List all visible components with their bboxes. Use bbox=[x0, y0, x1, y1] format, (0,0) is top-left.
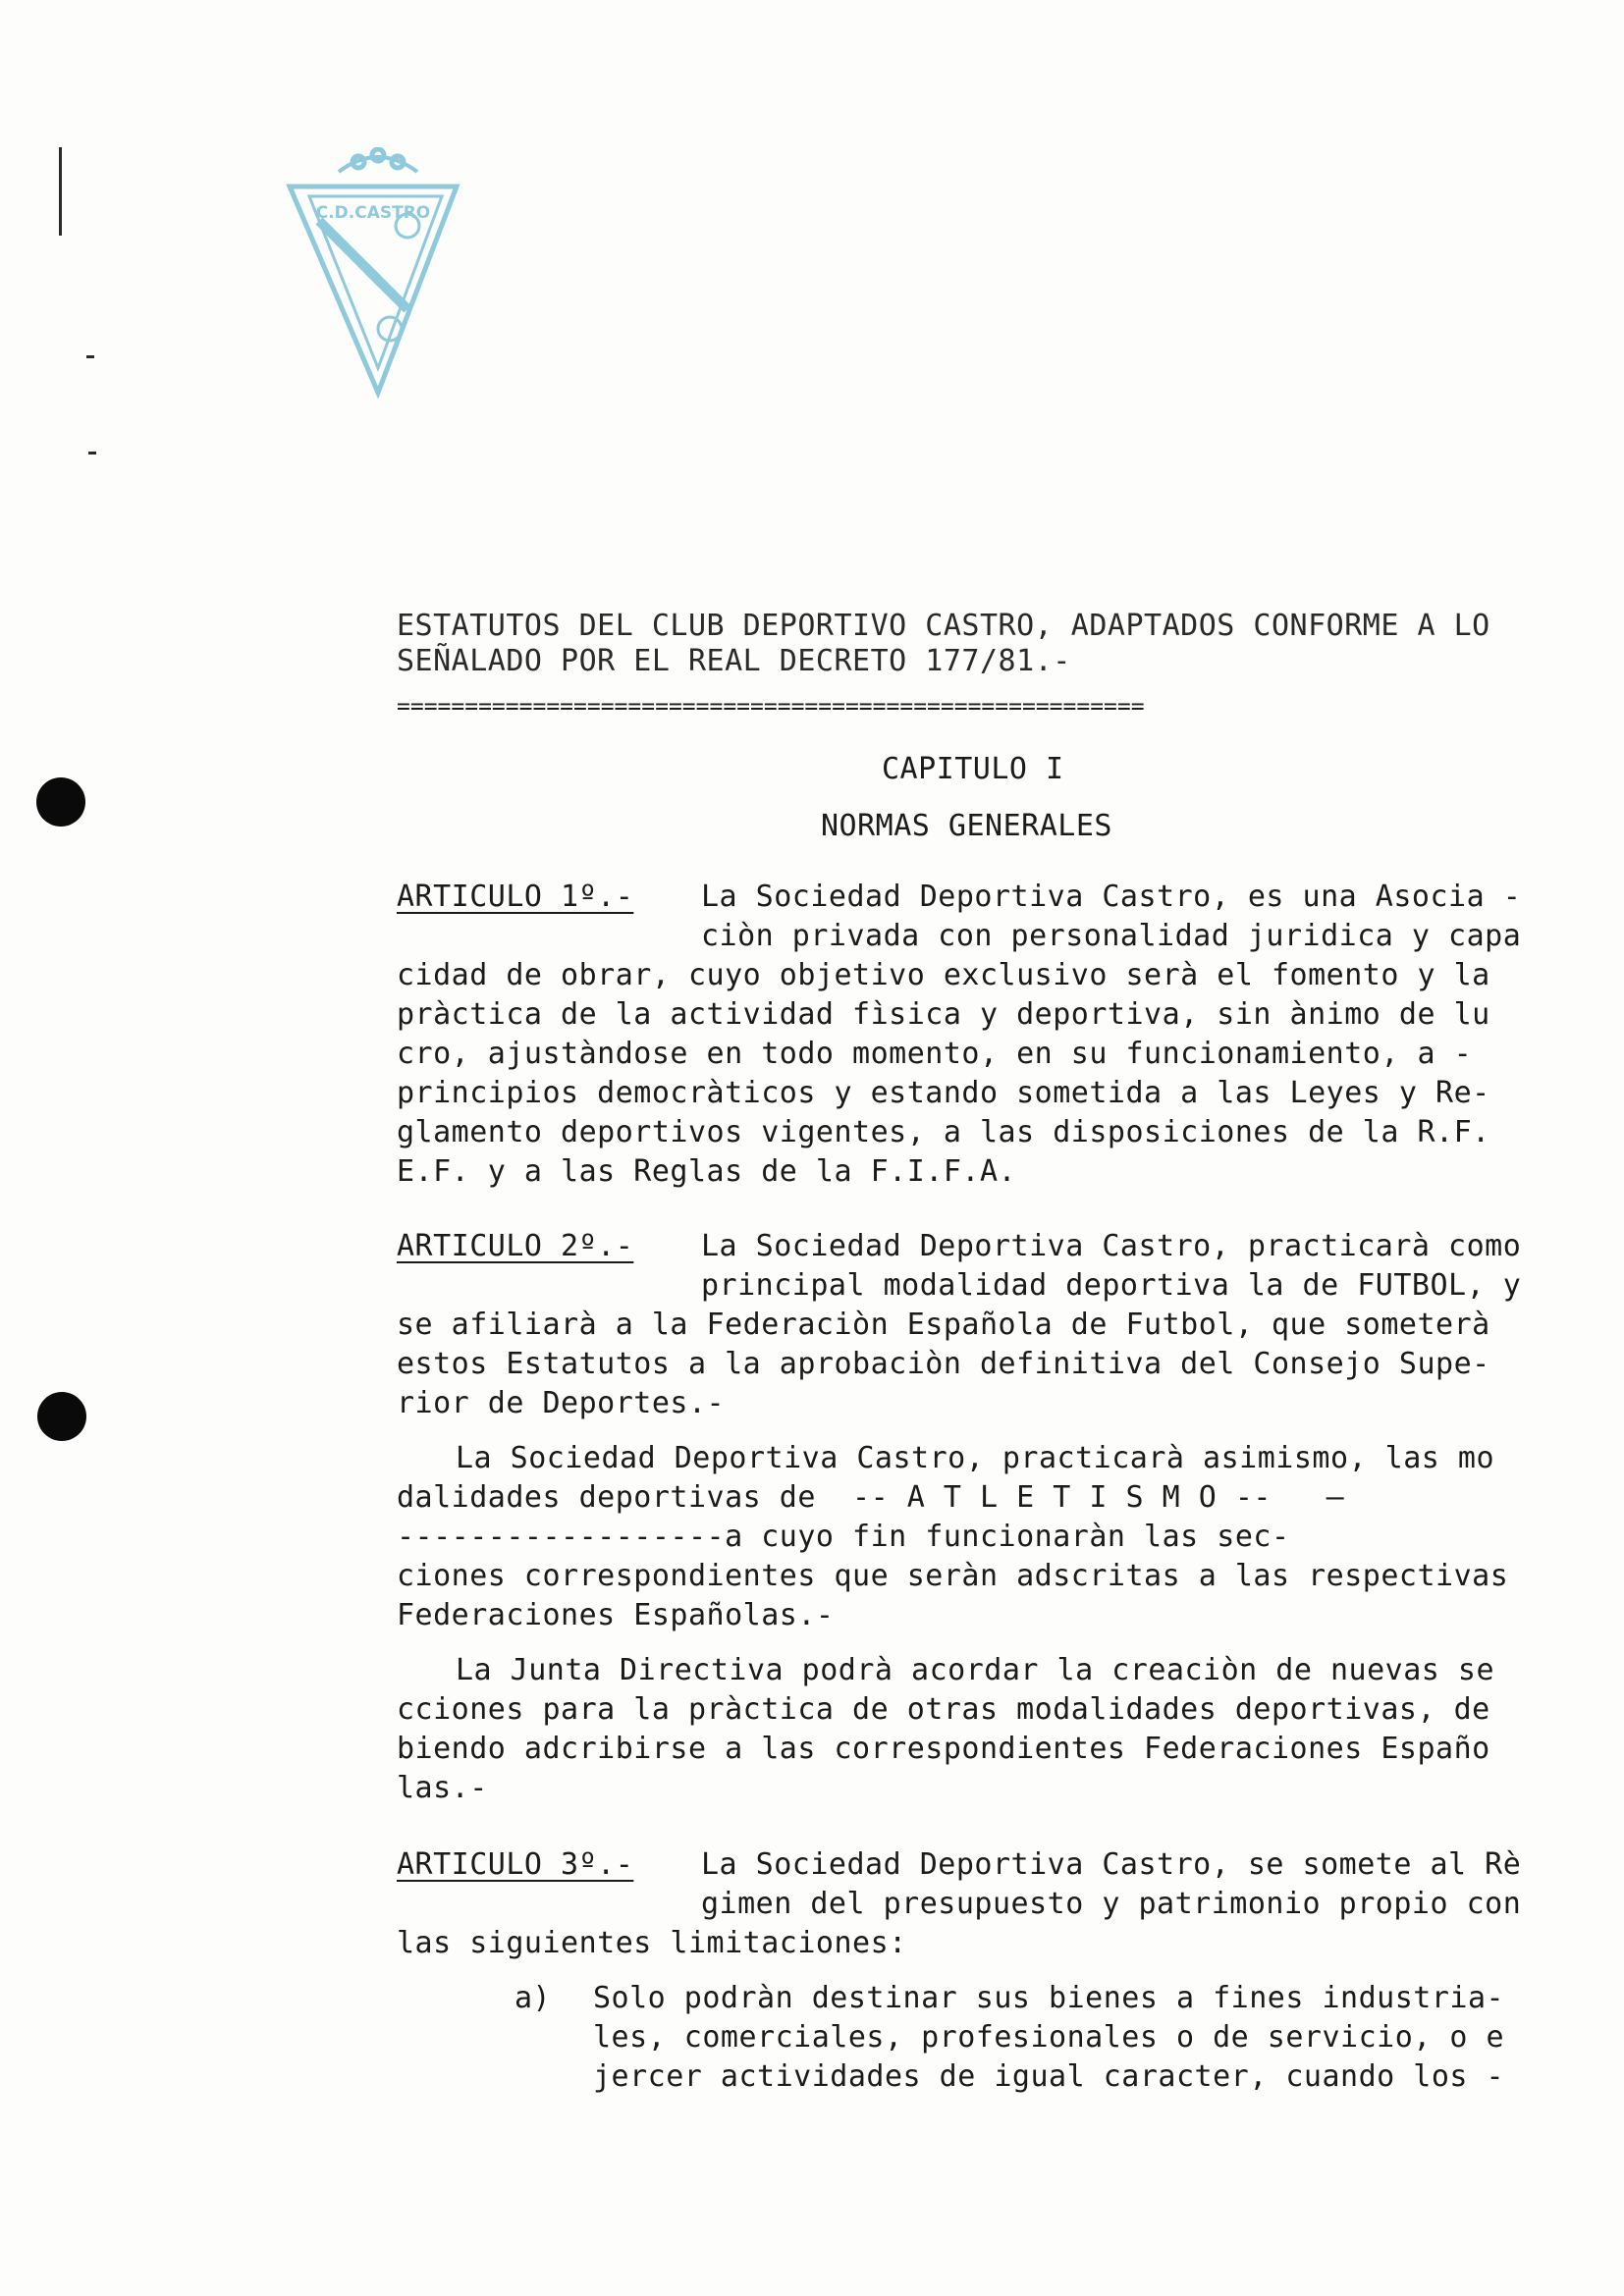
article-2-para2-line: dalidades deportivas de -- A T L E T I S M O -- — bbox=[397, 1480, 1345, 1515]
article-1-line: E.F. y a las Reglas de la F.I.F.A. bbox=[397, 1154, 1017, 1189]
binder-hole-bottom bbox=[37, 1392, 86, 1441]
article-2-line: La Sociedad Deportiva Castro, practicarà como bbox=[701, 1229, 1522, 1263]
item-a-marker: a) bbox=[514, 1981, 552, 2015]
article-1-line: glamento deportivos vigentes, a las disposiciones de la R.F. bbox=[397, 1115, 1490, 1149]
article-1-line: cro, ajustàndose en todo momento, en su funcionamiento, a - bbox=[397, 1037, 1473, 1071]
article-2-label: ARTICULO 2º.- bbox=[397, 1229, 634, 1263]
item-a-line: Solo podràn destinar sus bienes a fines industria- bbox=[593, 1981, 1505, 2015]
document-body bbox=[397, 0, 1614, 2296]
article-2-para3-line: La Junta Directiva podrà acordar la creaciòn de nuevas se bbox=[456, 1653, 1495, 1687]
article-2-line: rior de Deportes.- bbox=[397, 1386, 726, 1420]
article-3-label: ARTICULO 3º.- bbox=[397, 1847, 634, 1882]
margin-mark bbox=[86, 355, 94, 358]
article-3-line: las siguientes limitaciones: bbox=[397, 1926, 907, 1960]
chapter-number: CAPITULO I bbox=[882, 752, 1064, 786]
article-2-para3-line: biendo adcribirse a las correspondientes Federaciones Españo bbox=[397, 1732, 1490, 1766]
title-line-1: ESTATUTOS DEL CLUB DEPORTIVO CASTRO, ADAPTADOS CONFORME A LO bbox=[397, 609, 1490, 643]
article-2-line: estos Estatutos a la aprobaciòn definitiva del Consejo Supe- bbox=[397, 1347, 1490, 1381]
article-1-line: La Sociedad Deportiva Castro, es una Asocia - bbox=[701, 880, 1522, 914]
article-1-line: pràctica de la actividad fìsica y deportiva, sin ànimo de lu bbox=[397, 997, 1490, 1032]
article-1-label: ARTICULO 1º.- bbox=[397, 880, 634, 914]
article-1-line: principios democràticos y estando sometida a las Leyes y Re- bbox=[397, 1076, 1490, 1110]
stamp-text: C.D.CASTRO bbox=[315, 203, 431, 223]
article-3-line: La Sociedad Deportiva Castro, se somete al Rè bbox=[701, 1847, 1522, 1882]
title-line-2: SEÑALADO POR EL REAL DECRETO 177/81.- bbox=[397, 644, 1071, 678]
binder-hole-top bbox=[36, 777, 85, 827]
article-3-line: gimen del presupuesto y patrimonio propio con bbox=[701, 1887, 1522, 1921]
article-2-para3-line: cciones para la pràctica de otras modalidades deportivas, de bbox=[397, 1692, 1490, 1727]
title-rule: ======================================================= bbox=[397, 694, 1145, 720]
chapter-name: NORMAS GENERALES bbox=[821, 809, 1112, 843]
article-2-line: se afiliarà a la Federaciòn Española de Futbol, que someterà bbox=[397, 1308, 1490, 1342]
article-2-para2-line: ------------------a cuyo fin funcionaràn las sec- bbox=[397, 1520, 1290, 1554]
article-2-para2-line: ciones correspondientes que seràn adscritas a las respectivas bbox=[397, 1559, 1509, 1593]
margin-mark bbox=[88, 452, 96, 454]
article-1-line: cidad de obrar, cuyo objetivo exclusivo serà el fomento y la bbox=[397, 958, 1490, 992]
item-a-line: jercer actividades de igual caracter, cuando los - bbox=[593, 2059, 1505, 2094]
article-2-para3-line: las.- bbox=[397, 1771, 488, 1805]
article-2-para2-line: La Sociedad Deportiva Castro, practicarà asimismo, las mo bbox=[456, 1441, 1495, 1475]
margin-mark bbox=[59, 147, 62, 236]
article-1-line: ciòn privada con personalidad juridica y capa bbox=[701, 919, 1522, 953]
item-a-line: les, comerciales, profesionales o de servicio, o e bbox=[593, 2020, 1505, 2055]
article-2-para2-line: Federaciones Españolas.- bbox=[397, 1598, 835, 1632]
article-2-line: principal modalidad deportiva la de FUTBOL, y bbox=[701, 1268, 1522, 1303]
